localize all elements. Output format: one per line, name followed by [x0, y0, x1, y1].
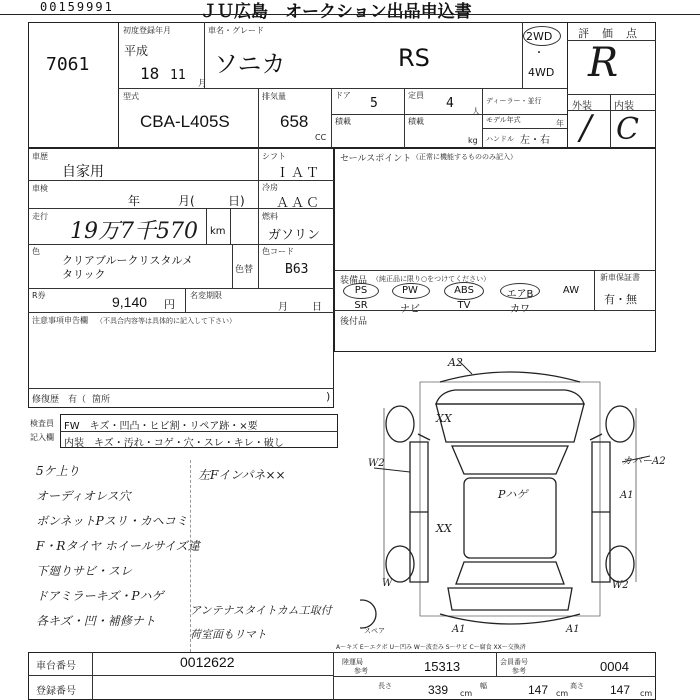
load-label: 積載 [335, 117, 351, 126]
equip-abs-circle [444, 282, 484, 300]
modelyear-label: モデル年式 [486, 116, 521, 124]
mark-a1-bottom-right: A1 [566, 624, 580, 635]
ext-label: 外装 [572, 101, 592, 112]
note-cargo: 荷室面もリマト [190, 628, 267, 641]
handle-value: 左・右 [520, 135, 550, 146]
inspector-label: 検査員 [30, 419, 54, 428]
equip-aw: AW [562, 285, 580, 296]
reg-month: 11 [170, 68, 186, 83]
rikuun-label: 陸運局 [342, 658, 363, 666]
shift-value: ＩＡＴ [276, 166, 322, 181]
rikuun-value: 15313 [424, 659, 461, 674]
drive-2wd: 2WD [526, 30, 553, 43]
mileage-value: 19万7千570 [70, 219, 198, 244]
ext-value: / [580, 108, 592, 148]
color-value-2: タリック [62, 268, 106, 281]
sales-point-label: セールスポイント [340, 154, 412, 164]
recycle-label: R券 [32, 291, 46, 300]
seat-value: 4 [446, 96, 454, 111]
equip-abs: ABS [454, 285, 474, 296]
seat-unit: 人 [472, 107, 480, 116]
equip-tv: TV [457, 300, 471, 311]
note-left-f-panel: 左Fインパネ×× [198, 468, 286, 482]
mark-w2-left: W2 [368, 458, 385, 469]
height-value: 147 [610, 683, 631, 697]
recycle-unit: 円 [164, 298, 175, 311]
equip-sr: SR [354, 300, 368, 311]
colorcode-value: B63 [285, 262, 309, 277]
repair-part: 箇所 [92, 395, 111, 405]
ac-label: 冷房 [262, 183, 278, 192]
member-label: 会員番号 [500, 658, 528, 666]
inspection-row2: 内装 キズ・汚れ・コゲ・穴・スレ・キレ・破し [64, 438, 284, 449]
warranty-label: 新車保証書 [600, 273, 640, 282]
equip-airbag: エアB [506, 289, 534, 300]
paint-label: 色替 [235, 265, 254, 275]
dealer-label: ディーラー・並行 [486, 97, 542, 105]
disp-value: 658 [280, 112, 309, 131]
door-value: 5 [370, 96, 378, 111]
weight-label: 積載 [408, 117, 424, 126]
model-label: 型式 [123, 92, 139, 101]
inspection-row1: FW キズ・凹凸・ヒビ割・リペア跡・×要 [64, 421, 258, 432]
load-unit: kg [468, 136, 478, 145]
name-change-label: 名変期限 [190, 291, 222, 300]
ac-value: ＡＡＣ [276, 196, 322, 211]
int-label: 内装 [614, 101, 634, 112]
length-label: 長さ [378, 682, 392, 690]
mark-spare: スペア [364, 627, 385, 635]
car-grade: RS [398, 44, 430, 72]
notes-sublabel: （不具合内容等は具体的に記入して下さい） [96, 317, 236, 325]
repair-close: ) [326, 390, 331, 403]
disp-unit: CC [315, 133, 327, 142]
serial-number: 00159991 [40, 0, 114, 14]
car-name: ソニカ [214, 50, 286, 78]
chassis-value: 0012622 [180, 654, 235, 670]
reg-month-unit: 月 [198, 79, 208, 89]
door-label: ドア [335, 91, 351, 100]
repair-label: 修復歴 [32, 395, 60, 405]
usage-label: 車歴 [32, 152, 48, 161]
equipment-label: 装備品 [340, 276, 368, 286]
recycle-value: 9,140 [112, 294, 148, 310]
mark-w2-bottom: W2 [612, 580, 629, 591]
width-value: 147 [528, 683, 549, 697]
handwritten-note: ドアミラーキズ・Pハゲ [36, 589, 164, 603]
car-name-label: 車名・グレード [208, 26, 264, 35]
length-value: 339 [428, 683, 449, 697]
diagram-legend: A～キズ E～エクボ U～凹み W～波歪み S～サビ C～腐食 XX～交換済 [336, 644, 526, 651]
grade-label: 評 価 点 [578, 27, 638, 40]
name-change-day: 日 [312, 302, 322, 313]
grade-value: R [588, 40, 619, 86]
mark-w-left-bottom: W [382, 578, 393, 589]
colorcode-label: 色コード [262, 247, 294, 256]
length-unit: cm [460, 689, 473, 698]
form-title: ＪＵ広島 オークション出品申込書 [200, 2, 472, 22]
handle-label: ハンドル [486, 135, 514, 143]
shift-label: シフト [262, 152, 286, 161]
mark-p-hage: Pハゲ [498, 488, 528, 501]
warranty-value: 有・無 [604, 293, 637, 306]
seat-label: 定員 [408, 91, 424, 100]
modelyear-unit: 年 [556, 119, 564, 128]
reg-era: 平成 [124, 44, 149, 58]
lot-number: 7061 [46, 54, 90, 75]
sales-point-sublabel: （正常に機能するもののみ記入） [412, 153, 517, 161]
width-unit: cm [556, 689, 569, 698]
shaken-day: 日) [228, 194, 245, 208]
mileage-label: 走行 [32, 212, 48, 221]
member-ref: 参考 [512, 667, 526, 675]
usage-value: 自家用 [62, 164, 104, 180]
equip-pw-circle [392, 283, 430, 299]
reg-label: 初度登録年月 [123, 26, 171, 35]
equip-ps-circle [343, 283, 379, 299]
repair-value: 有（ [68, 395, 87, 405]
mark-a2-top: A2 [448, 356, 463, 369]
equip-pw: PW [402, 285, 418, 296]
equip-airbag-circle [500, 283, 540, 299]
chassis-label: 車台番号 [36, 661, 76, 672]
handwritten-note: F・Rタイヤ ホイールサイズ違 [36, 539, 200, 553]
color-value-1: クリアブルークリスタルメ [62, 254, 194, 267]
mark-xx-left: XX [436, 412, 452, 425]
entry-label: 記入欄 [30, 433, 54, 442]
drive-2wd-circle [523, 26, 561, 46]
equipment-sublabel: （純正品に限り○をつけてください） [372, 275, 491, 283]
color-label: 色 [32, 247, 40, 256]
width-label: 幅 [480, 682, 487, 690]
height-unit: cm [640, 689, 653, 698]
options-label: 後付品 [340, 317, 368, 327]
disp-label: 排気量 [262, 92, 286, 101]
equip-navi: ナビ [400, 304, 420, 315]
shaken-year: 年 [128, 194, 141, 208]
mark-a1-right: A1 [620, 490, 634, 501]
shaken-month: 月( [178, 194, 195, 208]
handwritten-note: 5ケ上り [36, 464, 80, 478]
handwritten-note: 各キズ・凹・補修ナト [36, 614, 156, 628]
note-antenna: アンテナスタイトカム工取付 [190, 604, 332, 617]
mark-cover-a2: カバーA2 [622, 456, 666, 467]
mark-xx-mid: XX [436, 522, 452, 535]
fuel-label: 燃料 [262, 212, 278, 221]
fuel-value: ガソリン [268, 228, 321, 243]
equip-leather: カワ [510, 304, 530, 315]
equip-ps: PS [354, 285, 368, 296]
height-label: 高さ [570, 682, 584, 690]
mileage-unit: km [210, 226, 226, 237]
mark-a1-bottom-left: A1 [452, 624, 466, 635]
handwritten-note: 下廻りサビ・スレ [36, 564, 133, 578]
drive-4wd: 4WD [528, 66, 555, 79]
rikuun-ref: 参考 [354, 667, 368, 675]
reg-number-label: 登録番号 [36, 686, 76, 697]
handwritten-note: ボンネットPスリ・カヘコミ [36, 514, 188, 528]
model-value: CBA-L405S [140, 112, 230, 131]
shaken-label: 車検 [32, 184, 48, 193]
reg-year: 18 [140, 64, 160, 83]
int-value: C [616, 112, 639, 147]
drive-dot: ・ [534, 48, 544, 59]
name-change-month: 月 [278, 302, 288, 313]
handwritten-note: オーディオレス穴 [36, 489, 131, 503]
member-value: 0004 [600, 659, 629, 674]
notes-label: 注意事項申告欄 [32, 316, 88, 325]
